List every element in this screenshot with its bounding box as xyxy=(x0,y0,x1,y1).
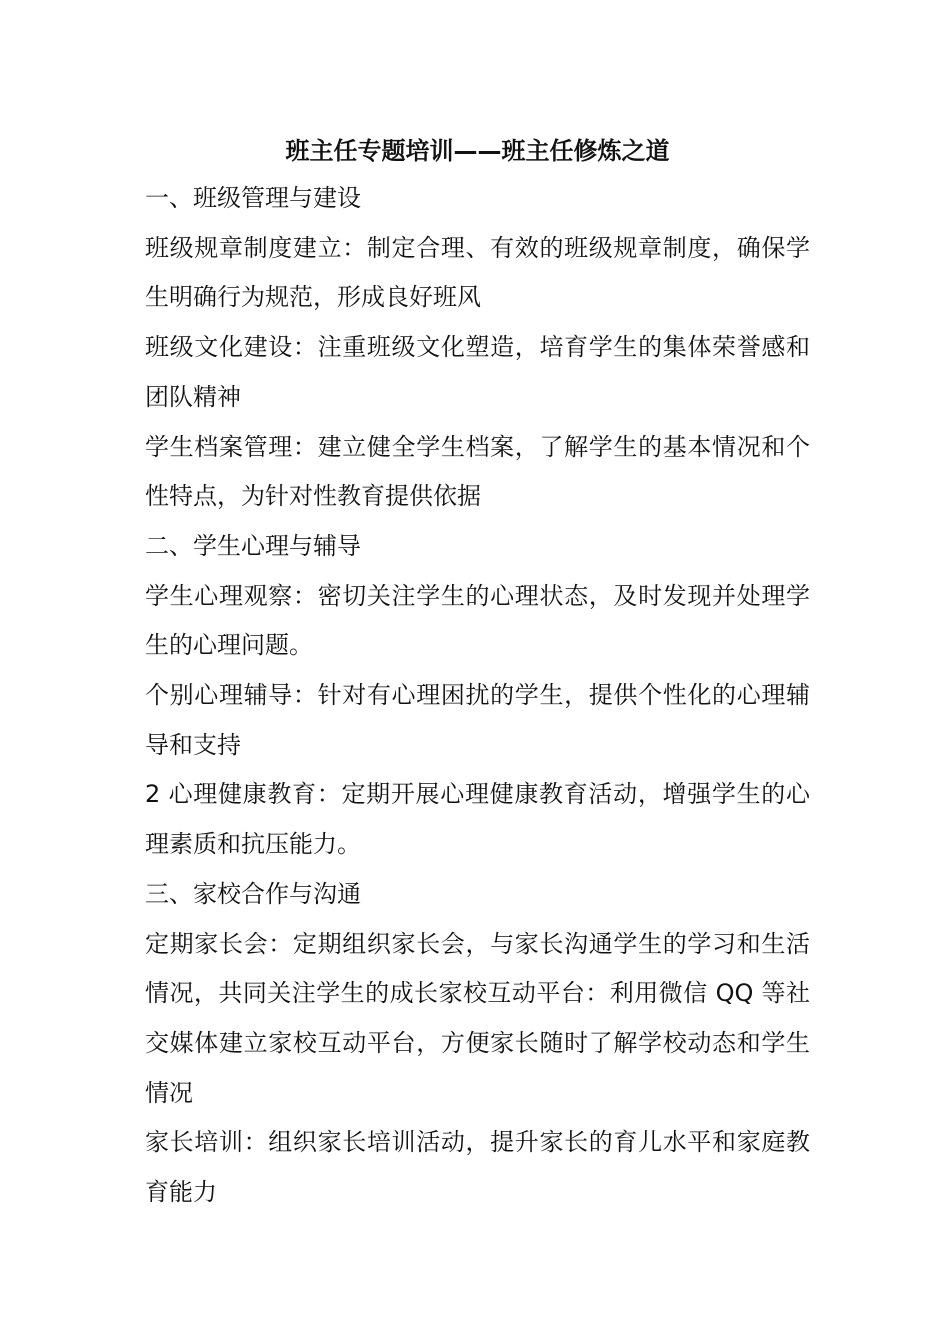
paragraph-parent-meetings: 定期家长会：定期组织家长会，与家长沟通学生的学习和生活情况，共同关注学生的成长家校互动平台：利用微信 QQ 等社交媒体建立家校互动平台，方便家长随时了解学校动态和学生情况 xyxy=(145,929,810,1107)
section-heading-class-management: 一、班级管理与建设 xyxy=(145,184,361,212)
paragraph-class-rules: 班级规章制度建立：制定合理、有效的班级规章制度，确保学生明确行为规范，形成良好班风 xyxy=(145,233,810,312)
paragraph-individual-counseling: 个别心理辅导：针对有心理困扰的学生，提供个性化的心理辅导和支持 xyxy=(145,681,810,759)
section-heading-home-school: 三、家校合作与沟通 xyxy=(145,879,361,908)
paragraph-psychology-observation: 学生心理观察：密切关注学生的心理状态，及时发现并处理学生的心理问题。 xyxy=(145,581,810,660)
paragraph-class-culture: 班级文化建设：注重班级文化塑造，培育学生的集体荣誉感和团队精神 xyxy=(145,333,810,411)
paragraph-parent-training: 家长培训：组织家长培训活动，提升家长的育儿水平和家庭教育能力 xyxy=(145,1128,810,1207)
section-heading-psychology: 二、学生心理与辅导 xyxy=(145,531,361,560)
document-title: 班主任专题培训——班主任修炼之道 xyxy=(285,137,670,165)
paragraph-student-records: 学生档案管理：建立健全学生档案，了解学生的基本情况和个性特点，为针对性教育提供依据 xyxy=(145,432,810,511)
paragraph-mental-health-education: 2 心理健康教育：定期开展心理健康教育活动，增强学生的心理素质和抗压能力。 xyxy=(145,780,810,859)
document-body xyxy=(145,128,810,1218)
